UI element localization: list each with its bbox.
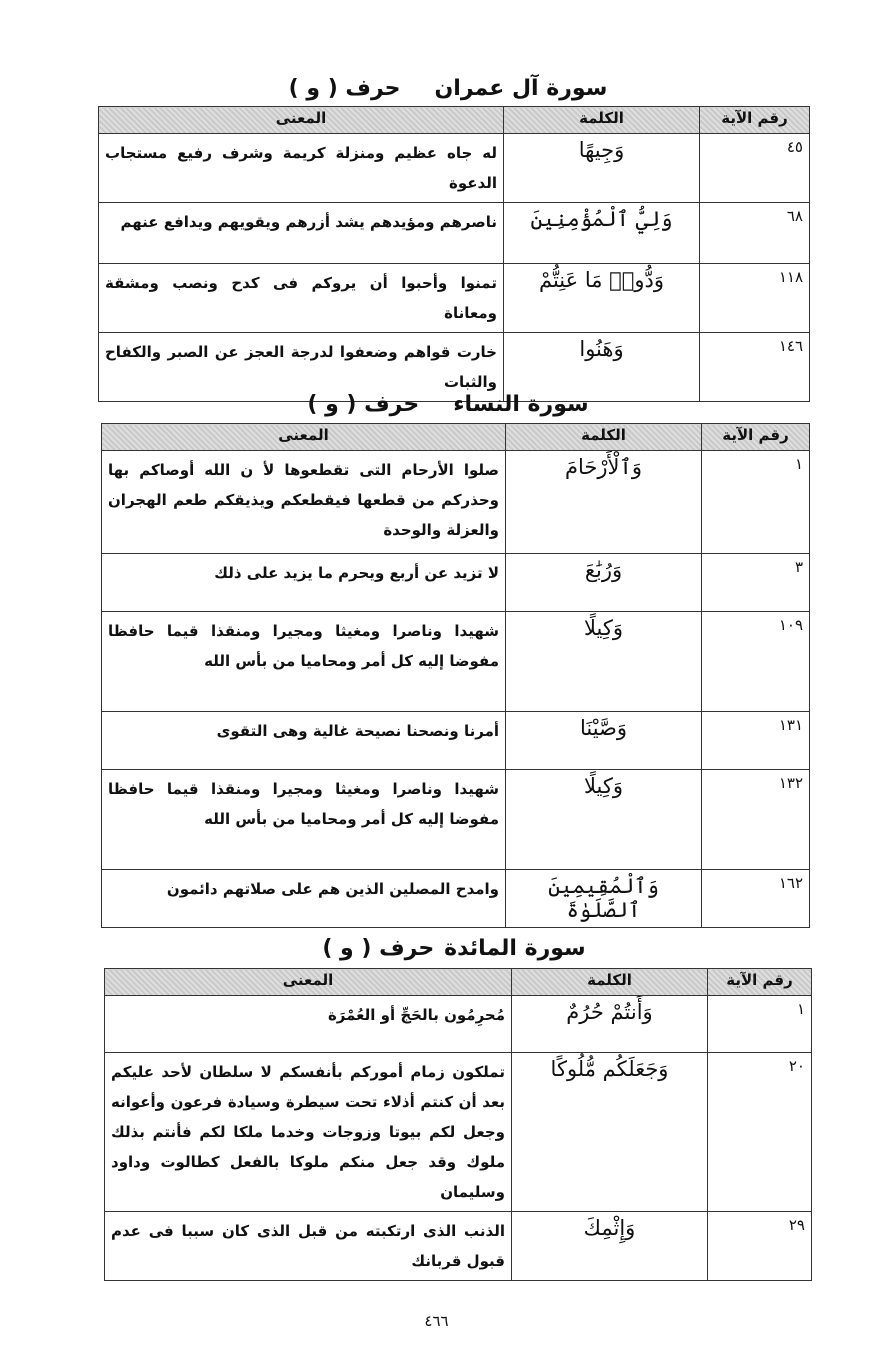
surah-name: سورة المائدة	[444, 936, 586, 961]
table-row	[102, 870, 810, 928]
table-row	[99, 134, 810, 203]
table-row	[102, 770, 810, 870]
table-row	[105, 1053, 812, 1212]
verse-number: ٣	[702, 554, 810, 612]
verse-number: ١٦٢	[702, 870, 810, 928]
header-verse-no: رقم الآية	[702, 424, 810, 451]
section-title	[98, 72, 798, 106]
word-meaning: أمرنا ونصحنا نصيحة غالية وهى التقوى	[102, 712, 506, 770]
word-meaning: تملكون زمام أموركم بأنفسكم لا سلطان لأحد عليكم بعد أن كنتم أذلاء تحت سيطرة وسيادة فرعون وأعوانه وجعل لكم بيوتا وزوجات وخدما ملكا لكم فأنتم بذلك ملوك وقد جعل منكم ملوكا بالفعل كطالوت وداود وسليمان	[105, 1053, 512, 1212]
table-row	[102, 712, 810, 770]
word-meaning: مُحرِمُون بالحَجِّ أو العُمْرَة	[105, 996, 512, 1053]
verse-number: ٦٨	[700, 203, 810, 264]
quran-word: وَصَّيْنَا	[506, 712, 702, 770]
header-word: الكلمة	[512, 969, 708, 996]
word-meaning: تمنوا وأحبوا أن يروكم فى كدح ونصب ومشقة ومعاناة	[99, 264, 504, 333]
table-row	[105, 1212, 812, 1281]
section-title	[104, 932, 804, 966]
header-word: الكلمة	[504, 107, 700, 134]
quran-word: وَجِيهًا	[504, 134, 700, 203]
quran-word: وَأَنتُمْ حُرُمٌ	[512, 996, 708, 1053]
header-word: الكلمة	[506, 424, 702, 451]
verse-number: ٤٥	[700, 134, 810, 203]
header-verse-no: رقم الآية	[700, 107, 810, 134]
header-meaning: المعنى	[99, 107, 504, 134]
table-row	[99, 264, 810, 333]
word-meaning: شهيدا وناصرا ومغيثا ومجيرا ومنقذا قيما حافظا مفوضا إليه كل أمر ومحاميا من بأس الله	[102, 770, 506, 870]
word-meaning: شهيدا وناصرا ومغيثا ومجيرا ومنقذا قيما حافظا مفوضا إليه كل أمر ومحاميا من بأس الله	[102, 612, 506, 712]
verse-number: ١	[708, 996, 812, 1053]
quran-word: وَهَنُوا	[504, 333, 700, 402]
table-header-row	[105, 969, 812, 996]
table-row	[99, 203, 810, 264]
header-meaning: المعنى	[105, 969, 512, 996]
quran-word: وَكِيلًا	[506, 612, 702, 712]
table-row	[102, 554, 810, 612]
word-meaning: وامدح المصلين الذين هم على صلاتهم دائمون	[102, 870, 506, 928]
header-meaning: المعنى	[102, 424, 506, 451]
word-meaning: الذنب الذى ارتكبته من قبل الذى كان سببا فى عدم قبول قربانك	[105, 1212, 512, 1281]
word-meaning: خارت قواهم وضعفوا لدرجة العجز عن الصبر والكفاح والثبات	[99, 333, 504, 402]
verse-number: ١	[702, 451, 810, 554]
verse-number: ١٣٢	[702, 770, 810, 870]
verse-number: ١٤٦	[700, 333, 810, 402]
word-meaning: لا تزيد عن أربع ويحرم ما يزيد على ذلك	[102, 554, 506, 612]
section-title	[98, 388, 798, 422]
quran-word: وَلِيُّ ٱلْمُؤْمِنِينَ	[504, 203, 700, 264]
letter-label: حرف ( و )	[307, 392, 420, 417]
table-row	[105, 996, 812, 1053]
vocab-table	[104, 968, 812, 1281]
word-meaning: ناصرهم ومؤيدهم يشد أزرهم ويقويهم ويدافع عنهم	[99, 203, 504, 264]
surah-name: سورة آل عمران	[434, 76, 608, 101]
vocab-table	[101, 423, 810, 928]
word-meaning: صلوا الأرحام التى تقطعوها لأ ن الله أوصاكم بها وحذركم من قطعها فيقطعكم ويذيقكم طعم الهجران والعزلة والوحدة	[102, 451, 506, 554]
quran-word: وَرُبَٰعَ	[506, 554, 702, 612]
table-header-row	[99, 107, 810, 134]
page-number: ٤٦٦	[424, 1312, 449, 1330]
quran-word: وَٱلْأَرْحَامَ	[506, 451, 702, 554]
quran-word: وَإِثْمِكَ	[512, 1212, 708, 1281]
header-verse-no: رقم الآية	[708, 969, 812, 996]
table-row	[102, 612, 810, 712]
surah-name: سورة النساء	[453, 392, 589, 417]
quran-word: وَٱلْمُقِيمِينَ ٱلصَّلَوٰةَ	[506, 870, 702, 928]
letter-label: حرف ( و )	[322, 936, 435, 961]
quran-word: وَجَعَلَكُم مُّلُوكًا	[512, 1053, 708, 1212]
verse-number: ٢٩	[708, 1212, 812, 1281]
verse-number: ١٠٩	[702, 612, 810, 712]
quran-word: وَكِيلًا	[506, 770, 702, 870]
word-meaning: له جاه عظيم ومنزلة كريمة وشرف رفيع مستجاب الدعوة	[99, 134, 504, 203]
table-row	[102, 451, 810, 554]
vocab-table	[98, 106, 810, 402]
table-header-row	[102, 424, 810, 451]
verse-number: ١٣١	[702, 712, 810, 770]
quran-word: وَدُّوا۟ مَا عَنِتُّمْ	[504, 264, 700, 333]
verse-number: ٢٠	[708, 1053, 812, 1212]
letter-label: حرف ( و )	[288, 76, 401, 101]
verse-number: ١١٨	[700, 264, 810, 333]
